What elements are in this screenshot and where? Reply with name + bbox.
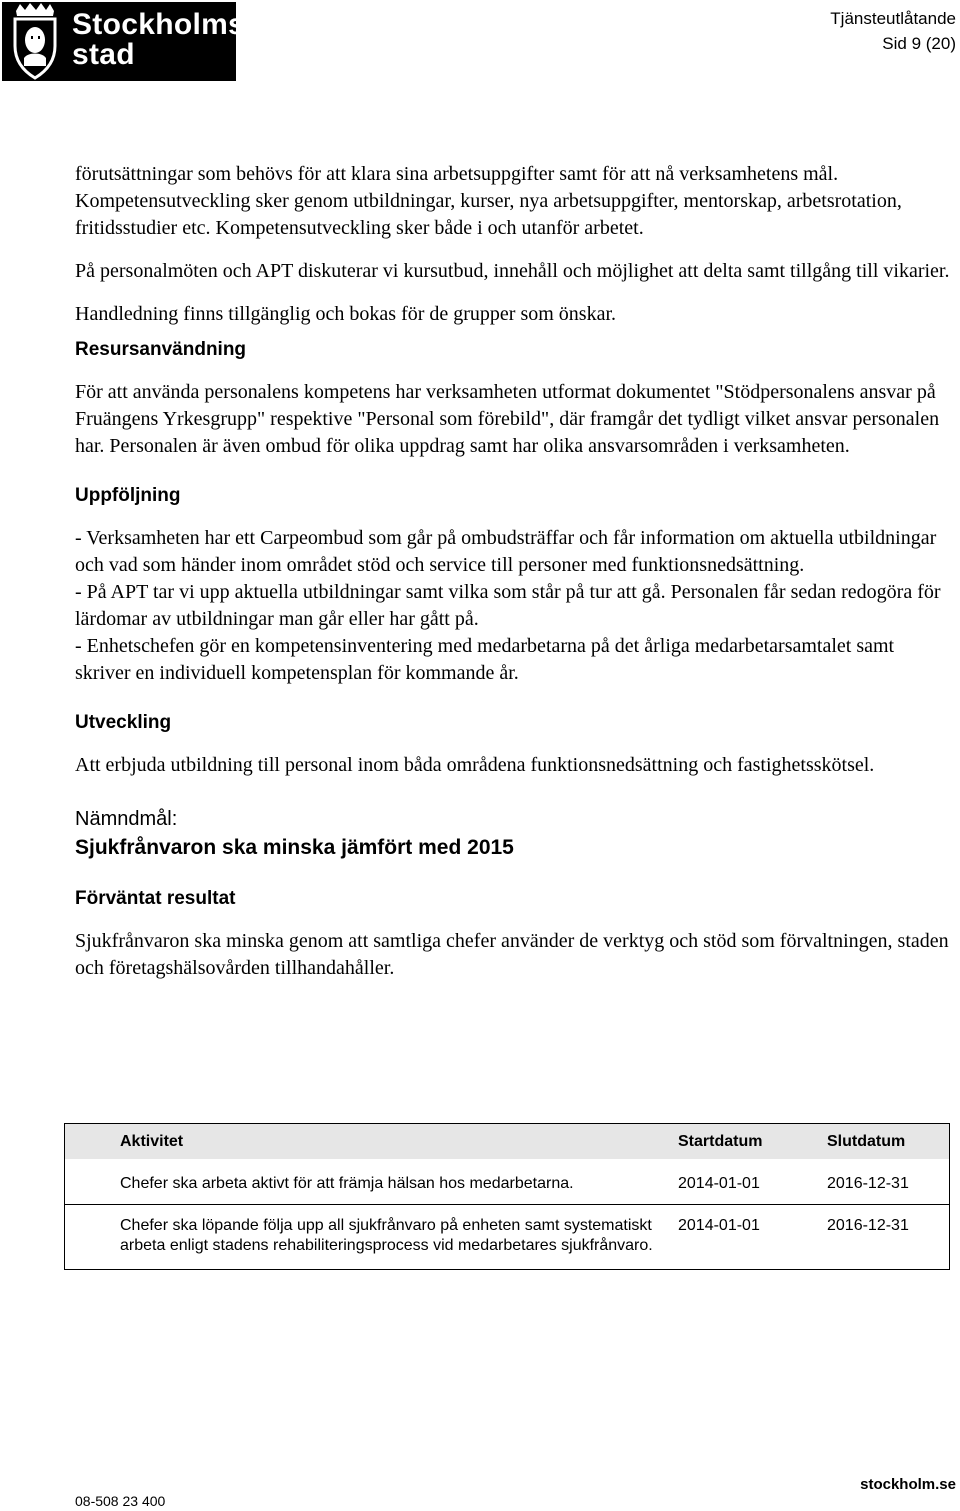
logo-line-1: Stockholms <box>72 8 246 41</box>
header-startdatum: Startdatum <box>678 1124 827 1160</box>
intro-paragraph-1: förutsättningar som behövs för att klara sina arbetsuppgifter samt för att nå verksamhetens mål. Kompetensutveckling sker genom utbildningar, kurser, nya arbetsuppgifter, mentorskap, arbetsrotation, fritidsstudier etc. Kompetensutveckling sker både i och utanför arbetet. <box>75 163 902 239</box>
resursanvandning-heading: Resursanvändning <box>75 339 247 360</box>
page-number: Sid 9 (20) <box>882 34 956 53</box>
uppfoljning-item-1: - Verksamheten har ett Carpeombud som går på ombudsträffar och får information om aktuella utbildningar och vad som händer inom området stöd och service till personer med funktionsnedsättning. <box>75 527 937 576</box>
uppfoljning-item-3: - Enhetschefen gör en kompetensinventering med medarbetarna på det årliga medarbetarsamtalet samt skriver en individuell kompetensplan för kommande år. <box>75 635 895 684</box>
start-date-cell: 2014-01-01 <box>678 1217 760 1234</box>
stockholms-stad-logo <box>2 2 246 81</box>
start-date-cell: 2014-01-01 <box>678 1159 827 1205</box>
crown-seal-icon <box>2 2 72 81</box>
table-header-row <box>65 1124 950 1160</box>
end-date-cell: 2016-12-31 <box>827 1217 909 1234</box>
table-row <box>65 1159 950 1205</box>
uppfoljning-item-2: - På APT tar vi upp aktuella utbildningar samt vilka som står på tur att gå. Personalen får sedan redogöra för lärdomar av utbildningar man går eller har gått på. <box>75 581 941 630</box>
utveckling-heading: Utveckling <box>75 712 172 733</box>
forvantat-resultat-heading: Förväntat resultat <box>75 888 236 909</box>
document-body <box>75 161 950 982</box>
activity-table <box>64 1123 950 1270</box>
table-row <box>65 1205 950 1270</box>
namndmal-label: Nämndmål: <box>75 808 178 830</box>
footer-phone: 08-508 23 400 <box>75 1493 166 1509</box>
activity-cell: Chefer ska löpande följa upp all sjukfrånvaro på enheten samt systematiskt arbeta enligt stadens rehabiliteringsprocess vid medarbetares sjukfrånvaro. <box>120 1217 653 1254</box>
intro-paragraph-3: Handledning finns tillgänglig och bokas för de grupper som önskar. <box>75 303 617 325</box>
resursanvandning-text: För att använda personalens kompetens har verksamheten utformat dokumentet "Stödpersonalens ansvar på Fruängens Yrkesgrupp" respektive "Personal som förebild", där framgår det tydligt vilket ansvar personalen har. Personalen är även ombud för olika uppdrag samt har olika ansvarsområden i verksamheten. <box>75 381 940 457</box>
footer-website: stockholm.se <box>860 1476 956 1493</box>
forvantat-resultat-text: Sjukfrånvaron ska minska genom att samtliga chefer använder de verktyg och stöd som förvaltningen, staden och företagshälsovården tillhandahåller. <box>75 930 949 979</box>
end-date-cell: 2016-12-31 <box>827 1159 950 1205</box>
utveckling-text: Att erbjuda utbildning till personal inom båda områdena funktionsnedsättning och fastighetsskötsel. <box>75 754 875 776</box>
logo-line-2: stad <box>72 38 135 71</box>
activity-cell: Chefer ska arbeta aktivt för att främja hälsan hos medarbetarna. <box>65 1159 679 1205</box>
header-slutdatum: Slutdatum <box>827 1124 950 1160</box>
page-header <box>830 6 956 56</box>
header-aktivitet: Aktivitet <box>65 1124 679 1160</box>
namndmal-title: Sjukfrånvaron ska minska jämfört med 2015 <box>75 836 514 859</box>
intro-paragraph-2: På personalmöten och APT diskuterar vi kursutbud, innehåll och möjlighet att delta samt tillgång till vikarier. <box>75 260 950 282</box>
uppfoljning-heading: Uppföljning <box>75 485 181 506</box>
document-type: Tjänsteutlåtande <box>830 9 956 28</box>
